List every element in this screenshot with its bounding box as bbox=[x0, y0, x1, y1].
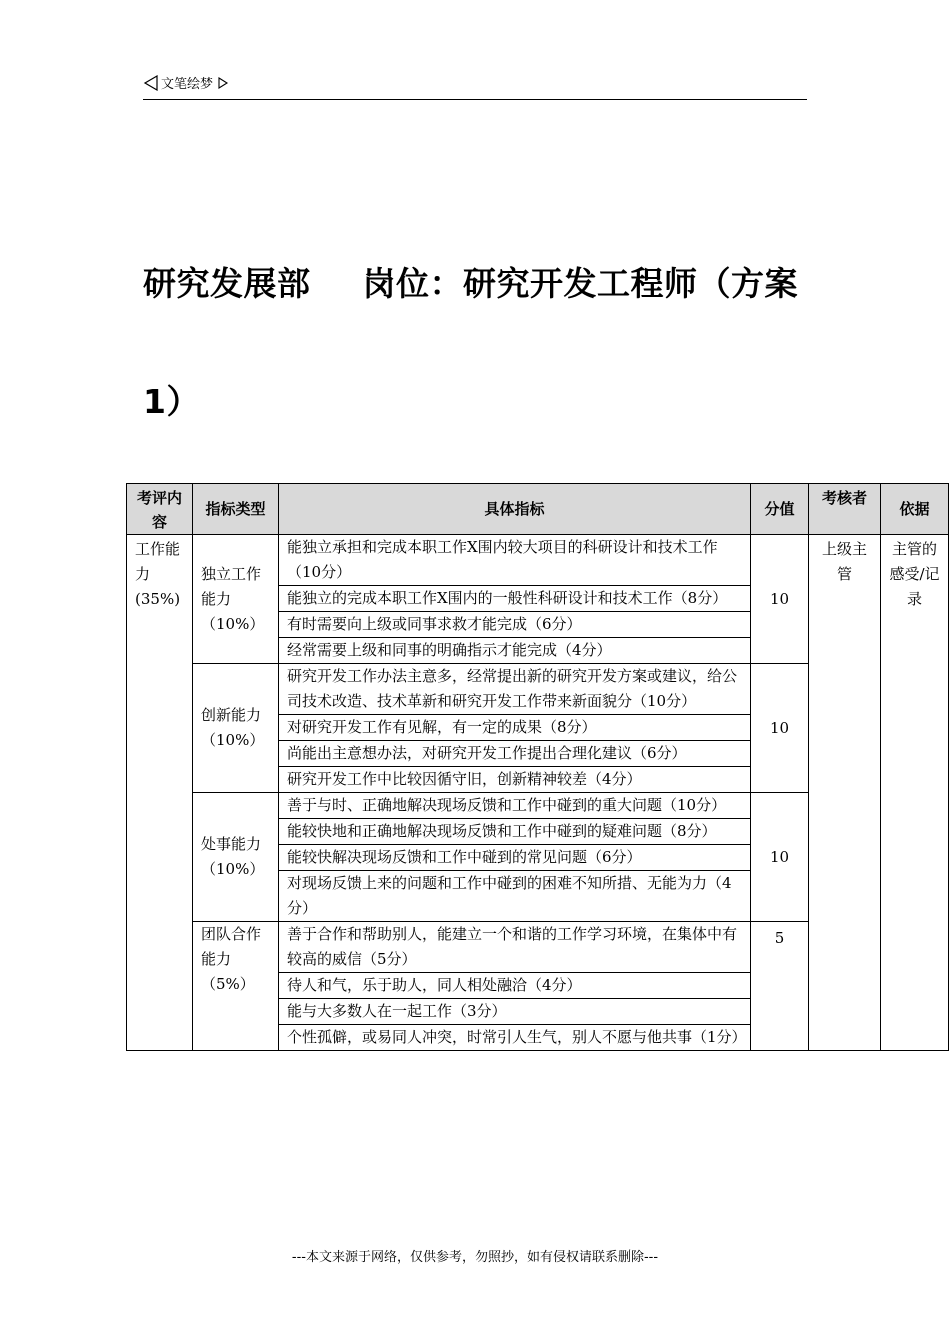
table-header-row bbox=[127, 484, 949, 535]
title-department: 研究发展部 bbox=[143, 264, 311, 303]
basis-cell: 主管的感受/记录 bbox=[881, 535, 949, 1051]
header-score: 分值 bbox=[751, 484, 809, 535]
indicator-cell: 经常需要上级和同事的明确指示才能完成（4分） bbox=[279, 638, 751, 664]
evaluation-table bbox=[126, 483, 949, 1051]
indicator-cell: 研究开发工作中比较因循守旧，创新精神较差（4分） bbox=[279, 767, 751, 793]
indicator-cell: 有时需要向上级或同事求救才能完成（6分） bbox=[279, 612, 751, 638]
header-type: 指标类型 bbox=[193, 484, 279, 535]
indicator-cell: 能独立的完成本职工作X围内的一般性科研设计和技术工作（8分） bbox=[279, 586, 751, 612]
page-title bbox=[143, 225, 823, 461]
score-cell: 10 bbox=[751, 664, 809, 793]
indicator-cell: 能较快地和正确地解决现场反馈和工作中碰到的疑难问题（8分） bbox=[279, 819, 751, 845]
header-text: 文笔绘梦 bbox=[161, 77, 214, 92]
indicator-cell: 待人和气，乐于助人，同人相处融洽（4分） bbox=[279, 973, 751, 999]
page-header bbox=[143, 73, 807, 100]
triangle-right-icon bbox=[217, 77, 229, 89]
score-cell: 10 bbox=[751, 535, 809, 664]
header-auditor: 考核者 bbox=[809, 484, 881, 535]
header-content: 考评内容 bbox=[127, 484, 193, 535]
indicator-cell: 对研究开发工作有见解，有一定的成果（8分） bbox=[279, 715, 751, 741]
indicator-cell: 能较快解决现场反馈和工作中碰到的常见问题（6分） bbox=[279, 845, 751, 871]
type-cell: 处事能力（10%） bbox=[193, 793, 279, 922]
table-row bbox=[127, 535, 949, 586]
content-cell: 工作能力(35%) bbox=[127, 535, 193, 1051]
indicator-cell: 对现场反馈上来的问题和工作中碰到的困难不知所措、无能为力（4分） bbox=[279, 871, 751, 922]
header-indicator: 具体指标 bbox=[279, 484, 751, 535]
indicator-cell: 能与大多数人在一起工作（3分） bbox=[279, 999, 751, 1025]
header-basis: 依据 bbox=[881, 484, 949, 535]
indicator-cell: 研究开发工作办法主意多，经常提出新的研究开发方案或建议，给公司技术改造、技术革新和研究开发工作带来新面貌分（10分） bbox=[279, 664, 751, 715]
triangle-left-icon bbox=[143, 75, 159, 91]
indicator-cell: 能独立承担和完成本职工作X围内较大项目的科研设计和技术工作（10分） bbox=[279, 535, 751, 586]
score-cell: 5 bbox=[751, 922, 809, 1051]
type-cell: 独立工作能力（10%） bbox=[193, 535, 279, 664]
type-cell: 团队合作能力（5%） bbox=[193, 922, 279, 1051]
indicator-cell: 个性孤僻，或易同人冲突，时常引人生气，别人不愿与他共事（1分） bbox=[279, 1025, 751, 1051]
indicator-cell: 善于合作和帮助别人，能建立一个和谐的工作学习环境，在集体中有较高的威信（5分） bbox=[279, 922, 751, 973]
indicator-cell: 尚能出主意想办法，对研究开发工作提出合理化建议（6分） bbox=[279, 741, 751, 767]
auditor-cell: 上级主管 bbox=[809, 535, 881, 1051]
title-position: 岗位：研究开发工程师（方案1） bbox=[143, 264, 798, 421]
score-cell: 10 bbox=[751, 793, 809, 922]
indicator-cell: 善于与时、正确地解决现场反馈和工作中碰到的重大问题（10分） bbox=[279, 793, 751, 819]
type-cell: 创新能力（10%） bbox=[193, 664, 279, 793]
page-footer: ---本文来源于网络，仅供参考，勿照抄，如有侵权请联系删除--- bbox=[291, 1250, 659, 1265]
